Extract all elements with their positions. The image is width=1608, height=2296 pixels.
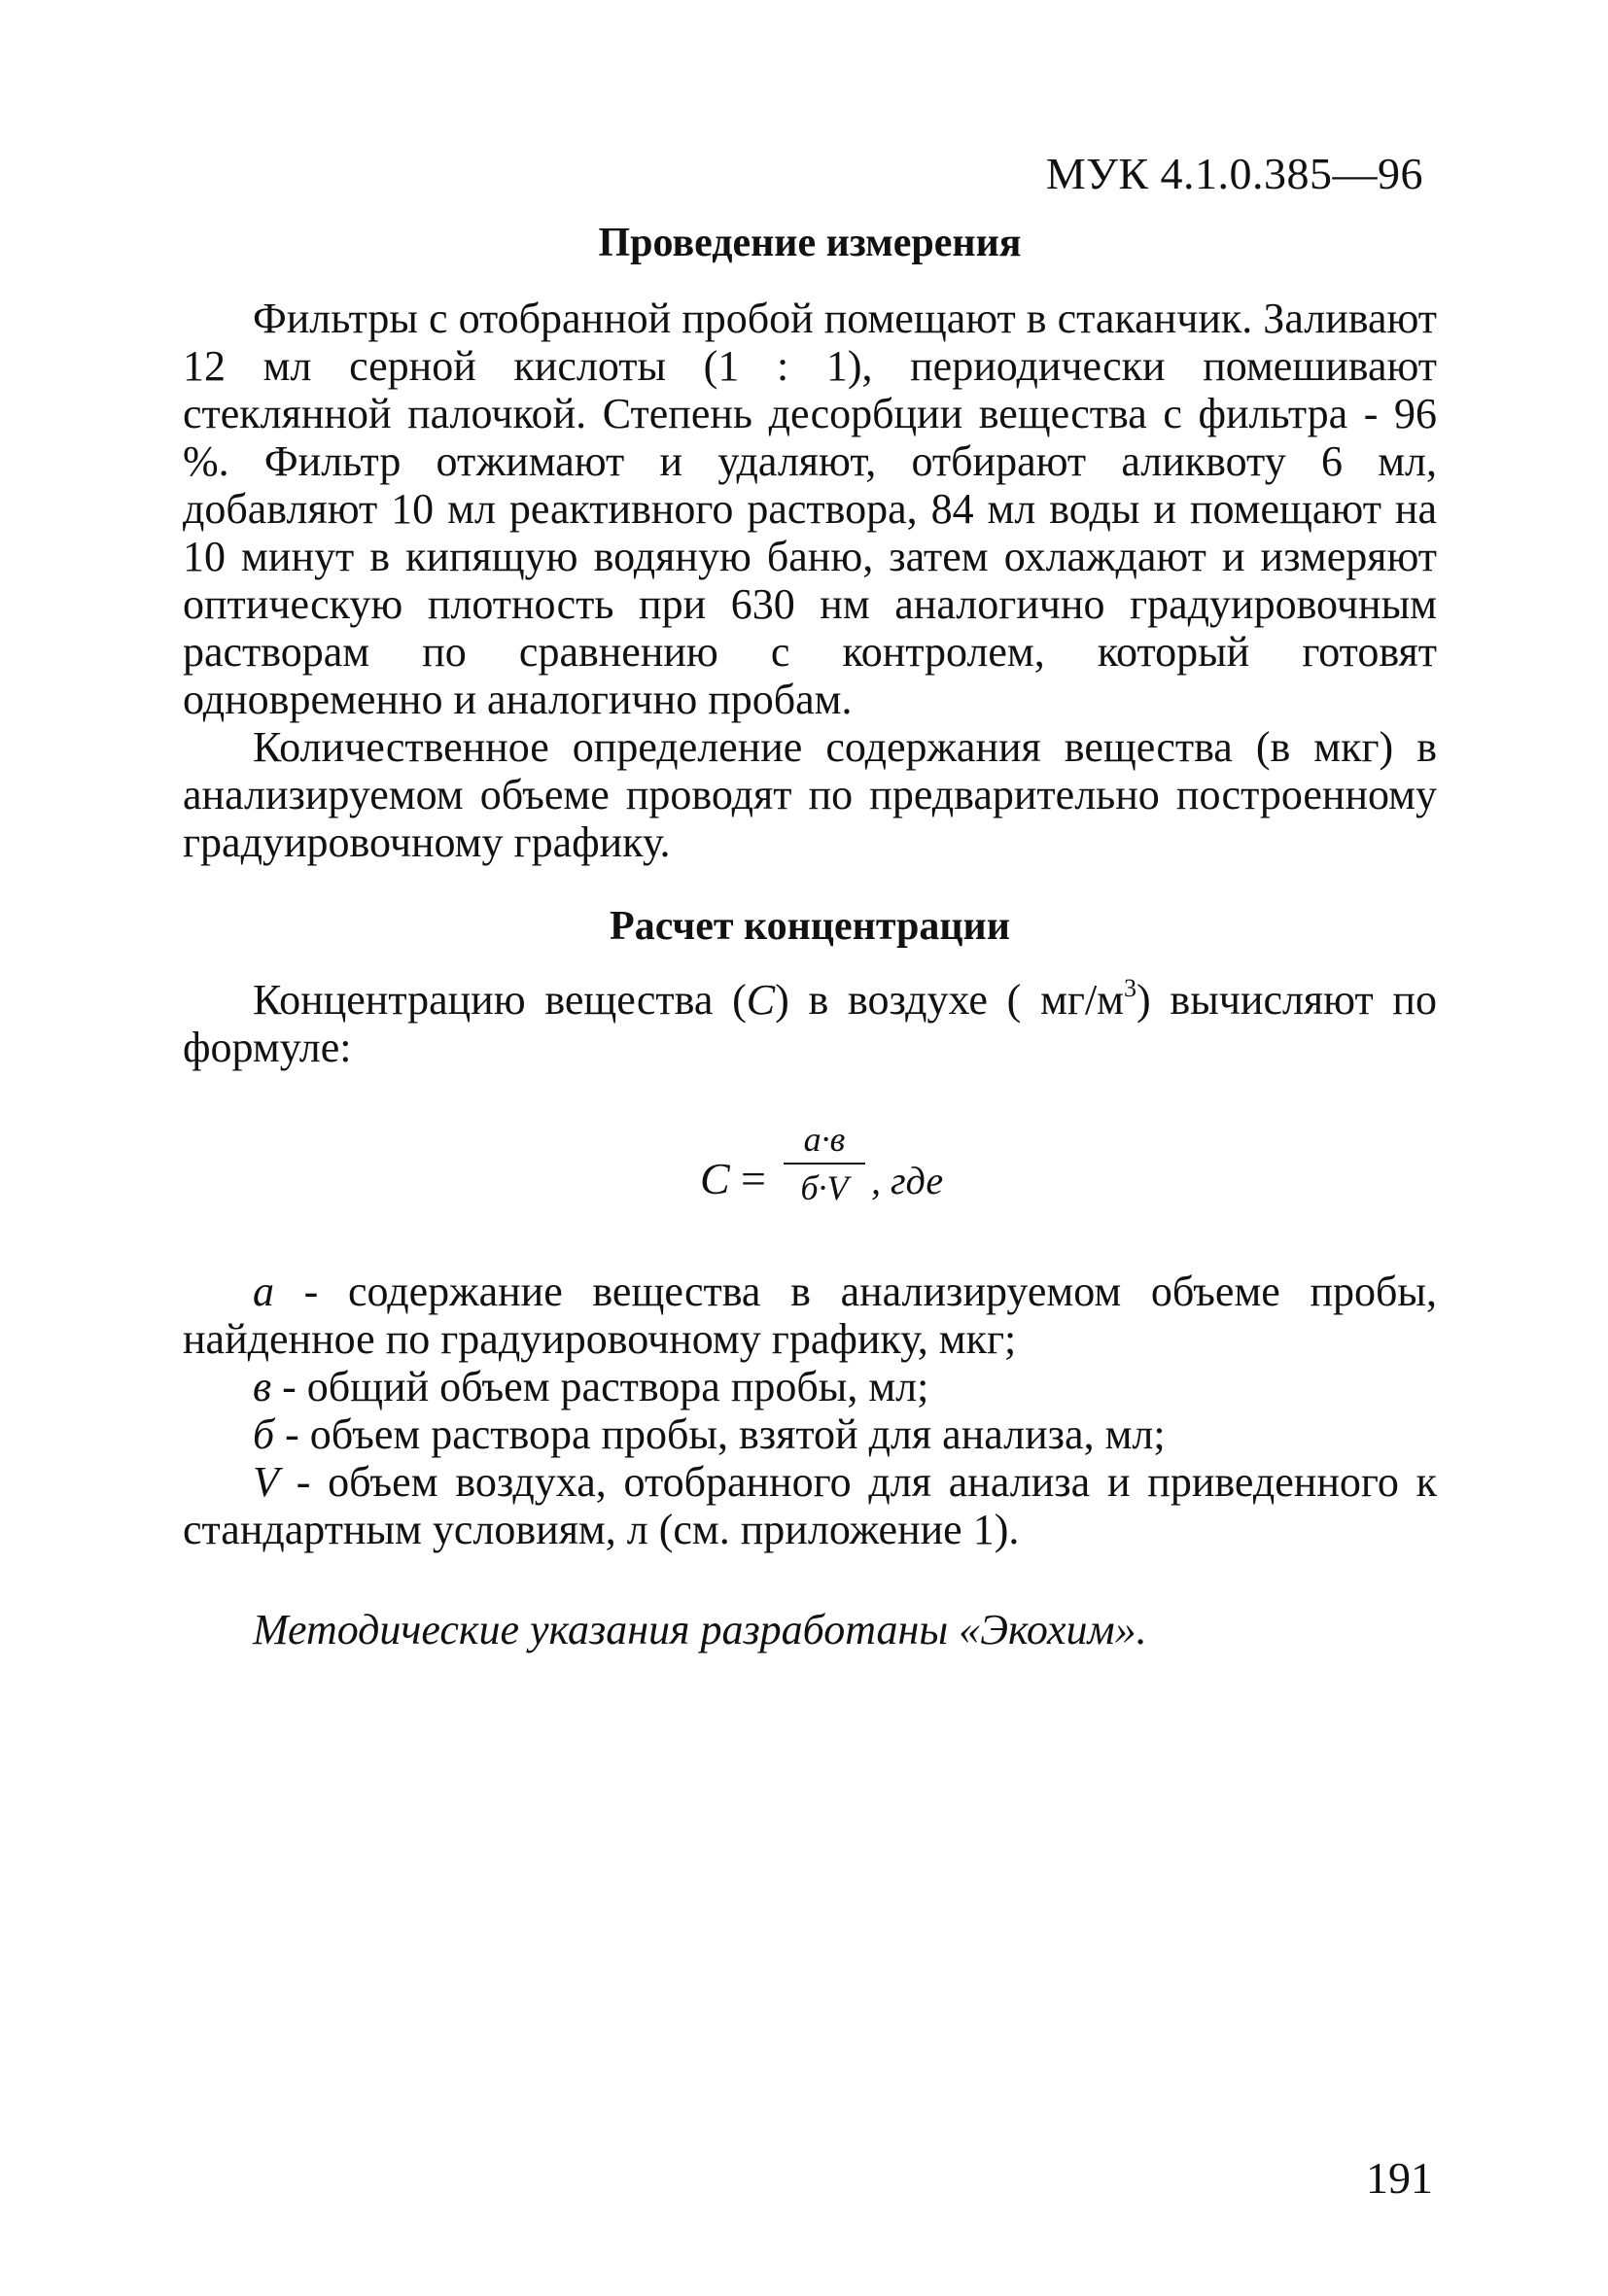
definition-symbol: в [253, 1363, 272, 1410]
definition-text: - общий объем раствора пробы, мл; [271, 1363, 929, 1410]
calculation-intro [183, 976, 1437, 1071]
measurement-paragraph-2: Количественное определение содержания вещества (в мкг) в анализируемом объеме проводят по предварительно построенному градуировочному графику. [183, 723, 1437, 866]
definition-symbol: б [253, 1410, 275, 1458]
intro-symbol-c: С [746, 976, 776, 1024]
definition-v [183, 1363, 1437, 1410]
formula-tail: , где [871, 1159, 944, 1202]
methodology-credit: Методические указания разработаны «Экохим». [253, 1606, 1147, 1653]
section-title-measurement: Проведение измерения [598, 221, 1022, 265]
definition-text: - содержание вещества в анализируемом объеме пробы, найденное по градуировочному графику, мкг; [183, 1268, 1437, 1363]
document-body [183, 220, 1437, 1653]
definition-volume [183, 1458, 1437, 1553]
formula-lhs: С [700, 1154, 730, 1203]
definitions-list [183, 1268, 1437, 1553]
definition-text: - объем воздуха, отобранного для анализа и приведенного к стандартным условиям, л (см. приложение 1). [183, 1458, 1437, 1553]
concentration-formula [183, 1118, 1437, 1225]
intro-text-1: Концентрацию вещества ( [253, 976, 747, 1024]
intro-text-3: ) вычисляют по формуле: [183, 976, 1437, 1071]
intro-text-2: ) в воздухе ( мг/м [775, 976, 1125, 1024]
document-code: МУК 4.1.0.385—96 [1045, 149, 1423, 198]
definition-a [183, 1268, 1437, 1363]
formula-denominator: б·V [800, 1168, 849, 1207]
formula-numerator: а·в [803, 1120, 846, 1159]
definition-b [183, 1410, 1437, 1458]
section-title-calculation: Расчет концентрации [610, 904, 1010, 949]
definition-text: - объем раствора пробы, взятой для анализа, мл; [274, 1410, 1166, 1458]
fraction-bar [784, 1163, 865, 1165]
intro-superscript: 3 [1124, 974, 1137, 1002]
measurement-paragraph-1: Фильтры с отобранной пробой помещают в стаканчик. Заливают 12 мл серной кислоты (1 : 1), периодически помешивают стеклянной палочкой. Степень десорбции вещества с фильтра - 96 %. Фильтр отжимают и удаляют, отбирают аликвоту 6 мл, добавляют 10 мл реактивного раствора, 84 мл воды и помещают на 10 минут в кипящую водяную баню, затем охлаждают и измеряют оптическую плотность при 630 нм аналогично градуировочным растворам по сравнению с контролем, который готовят одновременно и аналогично пробам. [183, 295, 1437, 723]
definition-symbol: а [253, 1268, 274, 1315]
formula-equals: = [741, 1154, 766, 1203]
definition-symbol: V [253, 1458, 279, 1506]
formula-fraction [778, 1118, 871, 1209]
page-number: 191 [1366, 2153, 1433, 2203]
